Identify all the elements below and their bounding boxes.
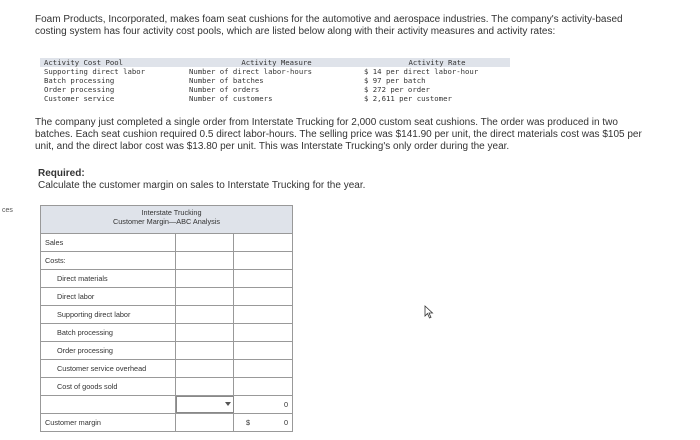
input-direct-labor[interactable]	[176, 288, 234, 305]
label-direct-labor: Direct labor	[41, 288, 176, 305]
pool-name: Batch processing	[44, 76, 115, 85]
worksheet-header	[41, 206, 292, 234]
pool-measure: Number of orders	[189, 85, 260, 94]
pool-measure: Number of direct labor-hours	[189, 67, 313, 76]
input-cost-of-goods-sold[interactable]	[176, 378, 234, 395]
header-activity-measure: Activity Measure	[241, 58, 312, 67]
row-batch-processing	[41, 324, 292, 342]
row-order-processing	[41, 342, 292, 360]
header-activity-cost-pool: Activity Cost Pool	[44, 58, 124, 67]
input-order-processing[interactable]	[176, 342, 234, 359]
dropdown-select[interactable]	[176, 396, 234, 413]
header-activity-rate: Activity Rate	[408, 58, 466, 67]
input-sales-amount[interactable]	[234, 234, 292, 251]
row-costs	[41, 252, 292, 270]
input-costs-detail[interactable]	[176, 252, 234, 269]
intro-text: Foam Products, Incorporated, makes foam seat cushions for the automotive and aerospace industries. The company's activity-based costing system has four activity cost pools, which are listed below along with their activity measures and activity rates:	[35, 14, 623, 37]
input-customer-service-overhead-amount[interactable]	[234, 360, 292, 377]
row-sales	[41, 234, 292, 252]
dollar-sign: $	[246, 418, 251, 427]
label-direct-materials: Direct materials	[41, 270, 176, 287]
pool-name: Order processing	[44, 85, 115, 94]
worksheet-title: Interstate Trucking	[141, 208, 202, 217]
row-cost-of-goods-sold	[41, 378, 292, 396]
chevron-down-icon[interactable]	[225, 402, 231, 406]
input-supporting-direct-labor-amount[interactable]	[234, 306, 292, 323]
input-direct-materials-amount[interactable]	[234, 270, 292, 287]
problem-paragraph: The company just completed a single order from Interstate Trucking for 2,000 custom seat cushions. The order was produced in two batches. Each seat cushion required 0.5 direct labor-hours. The selling price was $141.90 per unit, the direct materials cost was $105 per unit, and the direct labor cost was $13.80 per unit. This was Interstate Trucking's only order during the year.	[35, 117, 642, 152]
row-customer-margin	[41, 414, 292, 431]
input-batch-processing[interactable]	[176, 324, 234, 341]
label-customer-service-overhead: Customer service overhead	[41, 360, 176, 377]
input-cost-of-goods-sold-amount[interactable]	[234, 378, 292, 395]
cogs-total	[234, 396, 292, 413]
input-order-processing-amount[interactable]	[234, 342, 292, 359]
label-cost-of-goods-sold: Cost of goods sold	[41, 378, 176, 395]
worksheet-subtitle: Customer Margin—ABC Analysis	[112, 217, 221, 226]
input-customer-margin-detail[interactable]	[176, 414, 234, 431]
input-batch-processing-amount[interactable]	[234, 324, 292, 341]
customer-margin-value: 0	[283, 418, 288, 427]
input-direct-materials[interactable]	[176, 270, 234, 287]
side-tab-label: ces	[2, 207, 13, 214]
input-customer-service-overhead[interactable]	[176, 360, 234, 377]
row-direct-labor	[41, 288, 292, 306]
input-costs-amount[interactable]	[234, 252, 292, 269]
pool-table-header	[40, 58, 510, 67]
pool-measure: Number of customers	[189, 94, 273, 103]
label-supporting-direct-labor: Supporting direct labor	[41, 306, 176, 323]
pool-name: Customer service	[44, 94, 115, 103]
label-customer-margin: Customer margin	[41, 414, 176, 431]
table-row	[40, 76, 510, 85]
label-sales: Sales	[41, 234, 176, 251]
activity-cost-pool-table	[40, 58, 510, 103]
pool-rate: $ 97 per batch	[364, 76, 426, 85]
row-direct-materials	[41, 270, 292, 288]
table-row	[40, 85, 510, 94]
label-costs: Costs:	[41, 252, 176, 269]
label-blank	[41, 396, 176, 413]
table-row	[40, 94, 510, 103]
pool-name: Supporting direct labor	[44, 67, 146, 76]
cogs-total-value: 0	[283, 400, 288, 409]
input-sales-detail[interactable]	[176, 234, 234, 251]
mouse-cursor-icon	[424, 305, 434, 319]
pool-rate: $ 272 per order	[364, 85, 430, 94]
pool-rate: $ 14 per direct labor-hour	[364, 67, 479, 76]
customer-margin-total	[234, 414, 292, 431]
customer-margin-worksheet	[40, 205, 293, 432]
pool-measure: Number of batches	[189, 76, 264, 85]
row-customer-service-overhead	[41, 360, 292, 378]
input-supporting-direct-labor[interactable]	[176, 306, 234, 323]
row-supporting-direct-labor	[41, 306, 292, 324]
required-section	[38, 168, 365, 192]
required-label: Required:	[38, 168, 85, 179]
row-blank-total	[41, 396, 292, 414]
pool-rate: $ 2,611 per customer	[364, 94, 452, 103]
label-batch-processing: Batch processing	[41, 324, 176, 341]
input-direct-labor-amount[interactable]	[234, 288, 292, 305]
label-order-processing: Order processing	[41, 342, 176, 359]
table-row	[40, 67, 510, 76]
required-text: Calculate the customer margin on sales to Interstate Trucking for the year.	[38, 180, 366, 191]
